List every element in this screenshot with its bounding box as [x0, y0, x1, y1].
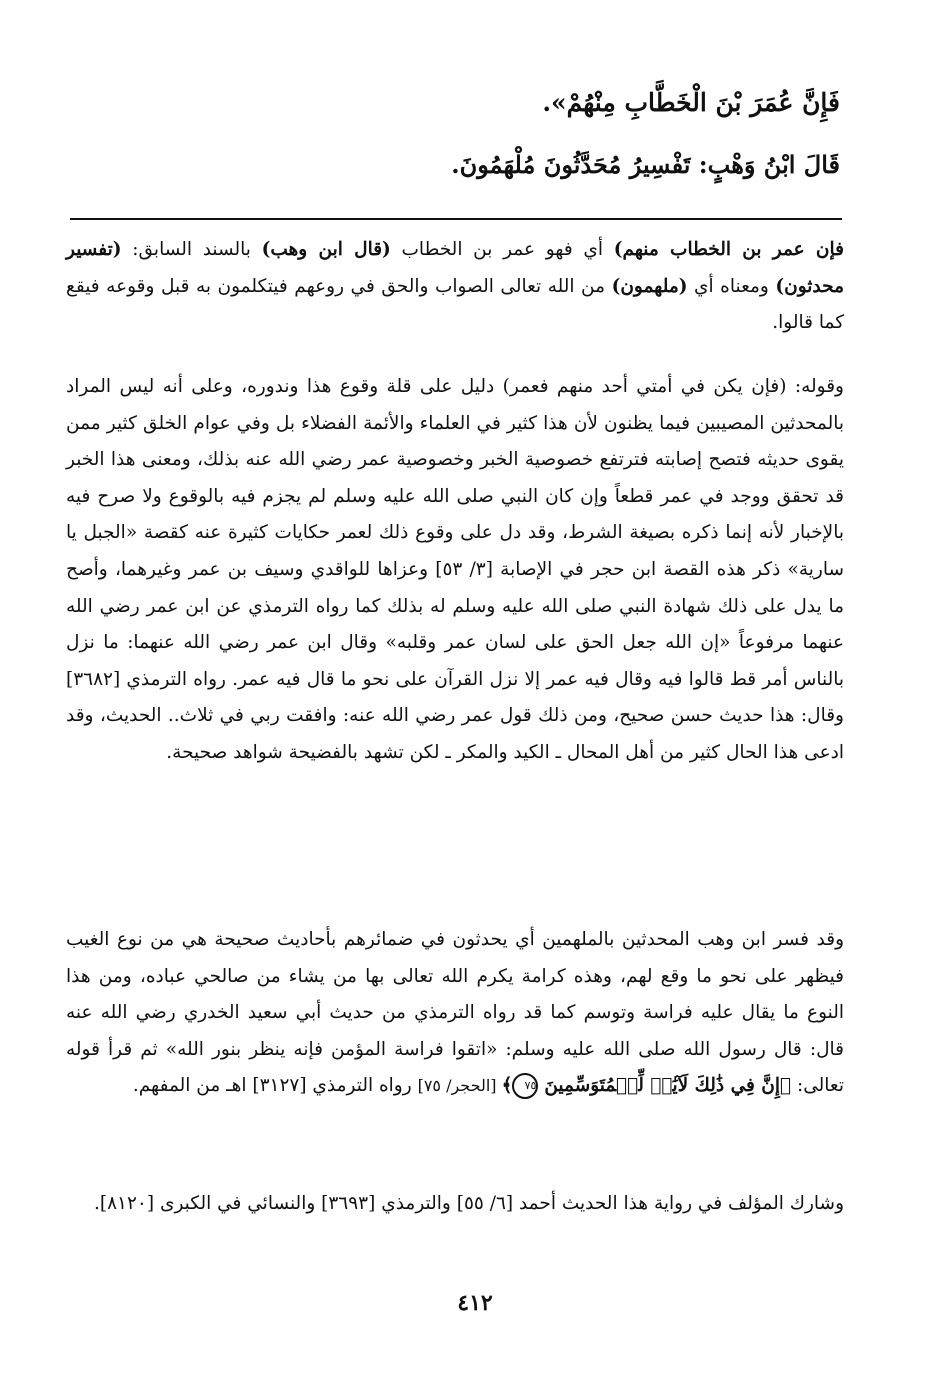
commentary-text: رواه الترمذي [٣١٢٧] اهـ من المفهم. — [132, 1075, 418, 1097]
commentary-text: أي فهو عمر بن الخطاب — [390, 239, 614, 260]
commentary-quote: فإن عمر بن الخطاب منهم) — [613, 239, 845, 260]
commentary-text: من الله تعالى الصواب والحق في روعهم فيتكلمون به قبل وقوعه فيقع كما قالوا. — [66, 275, 844, 334]
quran-verse-close: ﴾ — [501, 1075, 513, 1097]
commentary-paragraph — [66, 1186, 844, 1223]
commentary-text: بالسند السابق: — [121, 239, 262, 260]
commentary-quote: (قال ابن وهب) — [261, 239, 391, 260]
commentary-quote: (ملهمون) — [611, 275, 688, 297]
commentary-quote: (تفسير محدثون) — [66, 239, 844, 297]
quran-verse: ﴿إِنَّ فِي ذَٰلِكَ لَآيَٰتٖ لِّلۡمُتَوَسِّمِينَ — [544, 1075, 792, 1097]
commentary-paragraph — [66, 922, 844, 1105]
divider — [70, 218, 842, 220]
hadith-text-line: فَإِنَّ عُمَرَ بْنَ الْخَطَّابِ مِنْهُمْ». — [542, 88, 840, 117]
page-number: ٤١٢ — [457, 1290, 493, 1316]
commentary-paragraph — [66, 369, 844, 772]
commentary-paragraph — [66, 232, 844, 342]
commentary-text: ومعناه أي — [687, 275, 776, 297]
verse-reference: [الحجر/ ٧٥] — [417, 1076, 502, 1096]
ayah-number-icon: ٧٥ — [512, 1073, 538, 1099]
commentary-text: وقد فسر ابن وهب المحدثين بالملهمين أي يحدثون في ضمائرهم بأحاديث صحيحة هي من نوع الغيب فيظهر على نحو ما وقع لهم، وهذه كرامة يكرم الله تعالى بها من يشاء من صالحي عباده، ومن هذا النوع ما يقال عليه فراسة وتوسم كما قد رواه الترمذي من حديث أبي سعيد الخدري رضي الله عنه قال: قال رسول الله صلى الله عليه وسلم: «اتقوا فراسة المؤمن فإنه ينظر بنور الله» ثم قرأ قوله تعالى: — [66, 929, 844, 1097]
hadith-text-line: قَالَ ابْنُ وَهْبٍ: تَفْسِيرُ مُحَدَّثُونَ مُلْهَمُونَ. — [451, 150, 840, 179]
commentary-text: وقوله: (فإن يكن في أمتي أحد منهم فعمر) دليل على قلة وقوع هذا وندوره، وعلى أنه ليس المراد بالمحدثين المصيبين فيما يظنون لأن هذا كثير في العلماء والأئمة الفضلاء بل وفي عوام الخلق كثير ممن يقوى حديثه فتصح إصابته فترتفع خصوصية الخبر وخصوصية عمر رضي الله عنه بذلك، ومعنى هذا الخبر قد تحقق ووجد في عمر قطعاً وإن كان النبي صلى الله عليه وسلم لم يجزم فيه بالوقوع ولا صرح فيه بالإخبار لأنه إنما ذكره بصيغة الشرط، وقد دل على وقوع ذلك لعمر حكايات كثيرة عنه كقصة «الجبل يا سارية» ذكر هذه القصة ابن حجر في الإصابة [٣/ ٥٣] وعزاها للواقدي وسيف بن عمر وغيرهما، وأصح ما يدل على ذلك شهادة النبي صلى الله عليه وسلم له بذلك كما رواه الترمذي عن ابن عمر رضي الله عنهما مرفوعاً «إن الله جعل الحق على لسان عمر وقلبه» وقال ابن عمر رضي الله عنهما: ما نزل بالناس أمر قط قالوا فيه وقال فيه عمر إلا نزل القرآن على نحو ما قال فيه عمر. رواه الترمذي [٣٦٨٢] وقال: هذا حديث حسن صحيح، ومن ذلك قول عمر رضي الله عنه: وافقت ربي في ثلاث.. الحديث، وقد ادعى هذا الحال كثير من أهل المحال ـ الكيد والمكر ـ لكن تشهد بالفضيحة شواهد صحيحة. — [66, 376, 844, 763]
commentary-text: وشارك المؤلف في رواية هذا الحديث أحمد [٦/ ٥٥] والترمذي [٣٦٩٣] والنسائي في الكبرى [٨١٢٠]. — [94, 1193, 844, 1214]
